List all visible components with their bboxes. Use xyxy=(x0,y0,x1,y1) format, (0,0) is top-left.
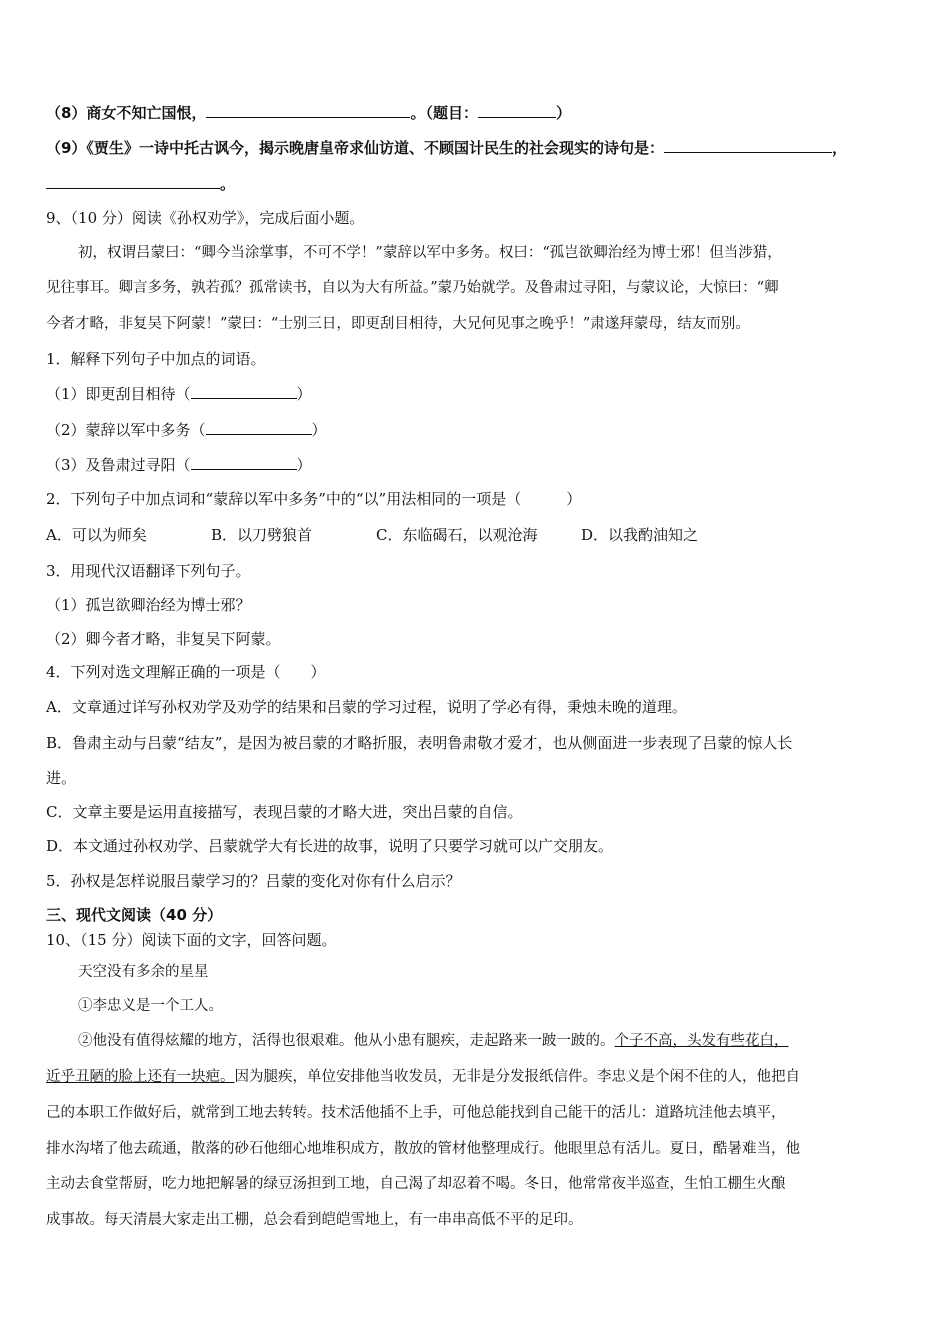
fill-item-9 xyxy=(46,136,847,159)
sub-question-1-item xyxy=(46,453,312,476)
fill-item-9-continued xyxy=(46,172,235,195)
sub-question-3-title: 3．用现代汉语翻译下列句子。 xyxy=(46,562,251,580)
fill-item-8-text-c: ） xyxy=(555,104,571,122)
answer-blank[interactable] xyxy=(191,453,297,470)
fill-item-9-text-b: ， xyxy=(831,139,847,157)
item-text: （1）即更刮目相待（ xyxy=(46,385,191,403)
sub-question-3-item: （1）孤岂欲卿治经为博士邪？ xyxy=(46,596,251,614)
article-text: ②他没有值得炫耀的地方，活得也很艰难。他从小患有腿疾，走起路来一跛一跛的。 xyxy=(78,1033,615,1049)
item-text: （2）蒙辞以军中多务（ xyxy=(46,421,206,439)
option-b[interactable]: B．以刀劈狼首 xyxy=(211,526,313,544)
fill-item-9-text-a: （9）《贾生》一诗中托古讽今，揭示晚唐皇帝求仙访道、不顾国计民生的社会现实的诗句是： xyxy=(46,139,664,157)
item-text: （3）及鲁肃过寻阳（ xyxy=(46,456,191,474)
title-blank[interactable] xyxy=(478,101,556,118)
passage-line: 今者才略，非复吴下阿蒙！”蒙曰：“士别三日，即更刮目相待，大兄何见事之晚乎！”肃遂拜蒙母，结友而别。 xyxy=(46,316,750,332)
passage-line: 见往事耳。卿言多务，孰若孤？孤常读书，自以为大有所益。”蒙乃始就学。及鲁肃过寻阳，与蒙议论，大惊曰：“卿 xyxy=(46,280,779,296)
article-line: 主动去食堂帮厨，吃力地把解暑的绿豆汤担到工地，自己渴了却忍着不喝。冬日，他常常夜半巡查，生怕工棚生火酿 xyxy=(46,1176,786,1192)
passage-line: 初，权谓吕蒙曰：“卿今当涂掌事，不可不学！”蒙辞以军中多务。权曰：“孤岂欲卿治经为博士邪！但当涉猎， xyxy=(78,245,782,261)
article-text: 因为腿疾，单位安排他当收发员，无非是分发报纸信件。李忠义是个闲不住的人，他把自 xyxy=(234,1069,800,1085)
article-paragraph-1: ①李忠义是一个工人。 xyxy=(78,998,223,1014)
option-d[interactable]: D．本文通过孙权劝学、吕蒙就学大有长进的故事，说明了只要学习就可以广交朋友。 xyxy=(46,837,614,855)
item-close: ） xyxy=(296,385,312,403)
article-line xyxy=(46,1066,800,1088)
article-line: 己的本职工作做好后，就常到工地去转转。技术活他插不上手，可他总能找到自己能干的活儿：道路坑洼他去填平， xyxy=(46,1105,786,1121)
article-line xyxy=(78,1030,789,1052)
option-a[interactable]: A．可以为师矣 xyxy=(46,526,147,544)
option-c[interactable]: C．文章主要是运用直接描写，表现吕蒙的才略大进，突出吕蒙的自信。 xyxy=(46,803,523,821)
article-line: 排水沟堵了他去疏通，散落的砂石他细心地堆积成方，散放的管材他整理成行。他眼里总有活儿。夏日，酷暑难当，他 xyxy=(46,1141,800,1157)
answer-blank[interactable] xyxy=(664,136,832,153)
article-title: 天空没有多余的星星 xyxy=(78,964,209,980)
sub-question-2-title: 2．下列句子中加点词和“蒙辞以军中多务”中的“以”用法相同的一项是（ ） xyxy=(46,490,582,508)
sub-question-1-title: 1．解释下列句子中加点的词语。 xyxy=(46,350,266,368)
answer-blank[interactable] xyxy=(46,172,220,189)
question-9-header: 9、（10 分）阅读《孙权劝学》，完成后面小题。 xyxy=(46,209,365,227)
option-b[interactable]: B．鲁肃主动与吕蒙“结友”，是因为被吕蒙的才略折服，表明鲁肃敬才爱才，也从侧面进一步表现了吕蒙的惊人长 xyxy=(46,734,793,752)
option-d[interactable]: D．以我酌油知之 xyxy=(581,526,699,544)
answer-blank[interactable] xyxy=(191,382,297,399)
underlined-text: 个子不高，头发有些花白， xyxy=(614,1033,789,1049)
option-c[interactable]: C．东临碣石，以观沧海 xyxy=(376,526,538,544)
item-close: ） xyxy=(311,421,327,439)
sub-question-1-item xyxy=(46,418,327,441)
sub-question-1-item xyxy=(46,382,312,405)
article-line: 成事故。每天清晨大家走出工棚，总会看到皑皑雪地上，有一串串高低不平的足印。 xyxy=(46,1212,583,1228)
option-a[interactable]: A．文章通过详写孙权劝学及劝学的结果和吕蒙的学习过程，说明了学必有得，秉烛未晚的道理。 xyxy=(46,698,687,716)
sub-question-3-item: （2）卿今者才略，非复吴下阿蒙。 xyxy=(46,630,281,648)
sub-question-5: 5．孙权是怎样说服吕蒙学习的？吕蒙的变化对你有什么启示？ xyxy=(46,872,461,890)
sub-question-4-title: 4．下列对选文理解正确的一项是（ ） xyxy=(46,663,326,681)
option-b-continued[interactable]: 进。 xyxy=(46,769,77,787)
answer-blank[interactable] xyxy=(206,418,312,435)
sub-question-2-options xyxy=(46,524,698,546)
fill-item-9-text-c: 。 xyxy=(220,175,236,193)
fill-item-8-text-b: 。（题目： xyxy=(410,104,478,122)
question-10-header: 10、（15 分）阅读下面的文字，回答问题。 xyxy=(46,931,337,949)
item-close: ） xyxy=(296,456,312,474)
underlined-text: 近乎丑陋的脸上还有一块疤。 xyxy=(46,1069,235,1085)
answer-blank[interactable] xyxy=(206,101,410,118)
fill-item-8 xyxy=(46,101,571,124)
fill-item-8-text-a: （8）商女不知亡国恨， xyxy=(46,104,207,122)
section-heading: 三、现代文阅读（40 分） xyxy=(46,906,223,924)
